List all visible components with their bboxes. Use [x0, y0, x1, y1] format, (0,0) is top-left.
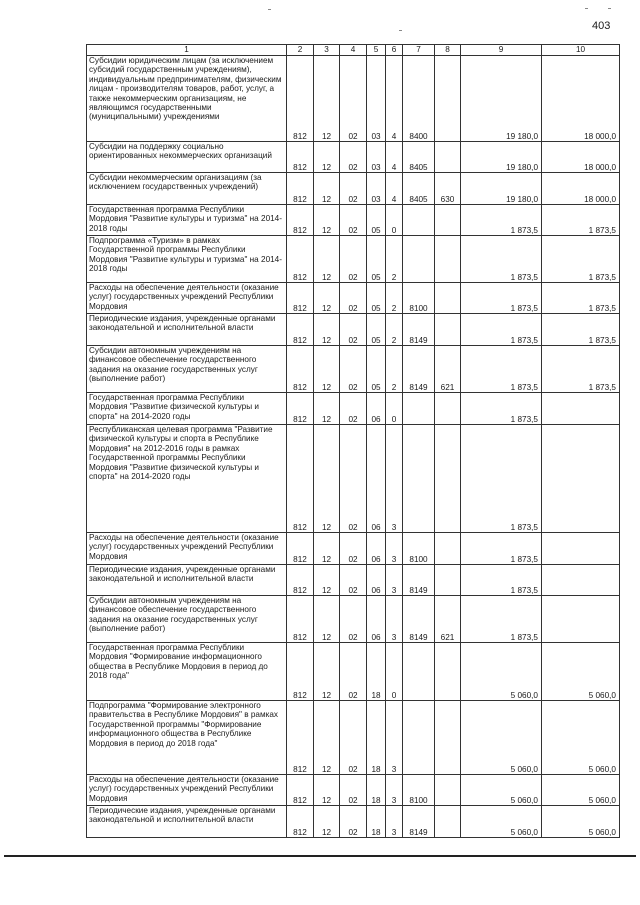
- row-amount-9: 1 873,5: [461, 205, 542, 236]
- row-code-6: 3: [386, 596, 403, 643]
- row-code-5: 06: [367, 596, 386, 643]
- row-code-8: 621: [435, 346, 461, 393]
- row-code-4: 02: [340, 393, 367, 425]
- row-amount-10: 1 873,5: [542, 314, 620, 346]
- row-code-6: 4: [386, 142, 403, 173]
- row-code-8: [435, 142, 461, 173]
- row-code-4: 02: [340, 596, 367, 643]
- row-code-6: 3: [386, 425, 403, 533]
- row-code-3: 12: [314, 314, 340, 346]
- table-row: [87, 533, 620, 565]
- row-code-6: 4: [386, 56, 403, 142]
- row-name: Расходы на обеспечение деятельности (оказание услуг) государственных учреждений Республики Мордовия: [87, 533, 287, 565]
- row-code-4: 02: [340, 425, 367, 533]
- row-code-4: 02: [340, 56, 367, 142]
- row-code-4: 02: [340, 173, 367, 205]
- row-code-8: [435, 56, 461, 142]
- row-code-8: [435, 806, 461, 838]
- row-code-4: 02: [340, 775, 367, 806]
- row-code-2: 812: [287, 775, 314, 806]
- row-name: Расходы на обеспечение деятельности (оказание услуг) государственных учреждений Республики Мордовия: [87, 283, 287, 314]
- table-row: [87, 425, 620, 533]
- scan-speck: [585, 8, 588, 9]
- row-code-3: 12: [314, 565, 340, 596]
- table-row: [87, 205, 620, 236]
- page-number: 403: [592, 20, 611, 32]
- row-code-3: 12: [314, 643, 340, 701]
- scan-speck: [268, 9, 271, 10]
- column-header: 3: [314, 45, 340, 56]
- row-amount-10: 18 000,0: [542, 56, 620, 142]
- row-code-3: 12: [314, 533, 340, 565]
- row-code-6: 2: [386, 283, 403, 314]
- row-code-8: [435, 236, 461, 283]
- row-code-7: 8405: [403, 173, 435, 205]
- row-code-2: 812: [287, 701, 314, 775]
- row-code-3: 12: [314, 173, 340, 205]
- row-code-8: [435, 775, 461, 806]
- row-amount-9: 19 180,0: [461, 142, 542, 173]
- row-amount-10: 5 060,0: [542, 806, 620, 838]
- table-row: [87, 565, 620, 596]
- row-amount-10: 1 873,5: [542, 283, 620, 314]
- row-amount-9: 5 060,0: [461, 806, 542, 838]
- row-code-8: [435, 425, 461, 533]
- row-code-3: 12: [314, 142, 340, 173]
- row-code-5: 05: [367, 205, 386, 236]
- row-code-2: 812: [287, 236, 314, 283]
- row-code-4: 02: [340, 314, 367, 346]
- row-amount-9: 1 873,5: [461, 393, 542, 425]
- row-amount-10: [542, 565, 620, 596]
- row-code-2: 812: [287, 283, 314, 314]
- row-code-4: 02: [340, 346, 367, 393]
- row-code-4: 02: [340, 283, 367, 314]
- row-code-6: 2: [386, 314, 403, 346]
- row-code-7: 8100: [403, 533, 435, 565]
- row-code-4: 02: [340, 533, 367, 565]
- row-code-3: 12: [314, 205, 340, 236]
- row-code-5: 03: [367, 142, 386, 173]
- row-code-7: 8405: [403, 142, 435, 173]
- table-row: [87, 775, 620, 806]
- row-name: Расходы на обеспечение деятельности (оказание услуг) государственных учреждений Республики Мордовия: [87, 775, 287, 806]
- row-code-4: 02: [340, 806, 367, 838]
- row-code-3: 12: [314, 775, 340, 806]
- row-code-5: 06: [367, 533, 386, 565]
- row-code-6: 3: [386, 775, 403, 806]
- table-row: [87, 701, 620, 775]
- row-code-2: 812: [287, 346, 314, 393]
- scan-speck: [399, 30, 402, 31]
- row-code-6: 2: [386, 236, 403, 283]
- scan-speck: [608, 8, 611, 9]
- column-header: 4: [340, 45, 367, 56]
- row-code-6: 3: [386, 806, 403, 838]
- row-name: Подпрограмма "Формирование электронного правительства в Республике Мордовия" в рамках Государственной программы "Формирование информационного общества в Республике Мордовия в период до 2018 года": [87, 701, 287, 775]
- row-name: Субсидии некоммерческим организациям (за исключением государственных учреждений): [87, 173, 287, 205]
- row-amount-9: 19 180,0: [461, 56, 542, 142]
- row-code-8: 630: [435, 173, 461, 205]
- row-code-2: 812: [287, 393, 314, 425]
- table-row: [87, 142, 620, 173]
- table-body: [87, 56, 620, 838]
- header-row: [87, 45, 620, 56]
- row-code-4: 02: [340, 643, 367, 701]
- row-name: Республиканская целевая программа "Развитие физической культуры и спорта в Республике Мордовия" на 2012-2016 годы в рамках Государственной программы Республики Мордовия "Развитие физической культуры и спорта" на 2014-2020 годы: [87, 425, 287, 533]
- row-code-2: 812: [287, 806, 314, 838]
- row-code-7: 8149: [403, 596, 435, 643]
- row-code-3: 12: [314, 236, 340, 283]
- row-code-5: 03: [367, 56, 386, 142]
- table-row: [87, 236, 620, 283]
- column-header: 2: [287, 45, 314, 56]
- table-row: [87, 173, 620, 205]
- row-code-3: 12: [314, 283, 340, 314]
- row-code-7: 8149: [403, 346, 435, 393]
- row-amount-10: [542, 533, 620, 565]
- row-code-7: 8149: [403, 806, 435, 838]
- row-amount-9: 5 060,0: [461, 643, 542, 701]
- table-row: [87, 596, 620, 643]
- bottom-rule: [4, 855, 636, 857]
- row-code-2: 812: [287, 173, 314, 205]
- row-code-6: 2: [386, 346, 403, 393]
- column-header: 8: [435, 45, 461, 56]
- row-amount-9: 5 060,0: [461, 701, 542, 775]
- row-amount-10: [542, 425, 620, 533]
- row-code-7: 8149: [403, 565, 435, 596]
- table-row: [87, 806, 620, 838]
- row-code-5: 18: [367, 701, 386, 775]
- row-amount-9: 1 873,5: [461, 425, 542, 533]
- table-row: [87, 56, 620, 142]
- row-code-6: 3: [386, 565, 403, 596]
- row-name: Государственная программа Республики Мордовия "Развитие физической культуры и спорта" на 2014-2020 годы: [87, 393, 287, 425]
- row-code-3: 12: [314, 346, 340, 393]
- row-code-3: 12: [314, 806, 340, 838]
- row-code-6: 0: [386, 393, 403, 425]
- row-code-7: [403, 393, 435, 425]
- budget-table: [86, 44, 620, 838]
- row-code-3: 12: [314, 56, 340, 142]
- row-name: Субсидии на поддержку социально ориентированных некоммерческих организаций: [87, 142, 287, 173]
- row-name: Периодические издания, учрежденные органами законодательной и исполнительной власти: [87, 314, 287, 346]
- row-code-3: 12: [314, 596, 340, 643]
- table-row: [87, 643, 620, 701]
- row-code-2: 812: [287, 205, 314, 236]
- column-header: 7: [403, 45, 435, 56]
- row-name: Государственная программа Республики Мордовия "Формирование информационного общества в Республике Мордовия в период до 2018 года": [87, 643, 287, 701]
- row-code-3: 12: [314, 393, 340, 425]
- row-amount-10: 18 000,0: [542, 142, 620, 173]
- row-amount-9: 1 873,5: [461, 236, 542, 283]
- row-code-7: [403, 643, 435, 701]
- row-code-8: [435, 533, 461, 565]
- row-amount-9: 1 873,5: [461, 346, 542, 393]
- table-row: [87, 346, 620, 393]
- row-amount-10: [542, 596, 620, 643]
- row-amount-10: 1 873,5: [542, 205, 620, 236]
- row-code-5: 18: [367, 775, 386, 806]
- row-code-5: 03: [367, 173, 386, 205]
- row-code-2: 812: [287, 56, 314, 142]
- row-code-5: 18: [367, 806, 386, 838]
- row-code-6: 0: [386, 205, 403, 236]
- row-code-2: 812: [287, 643, 314, 701]
- row-name: Периодические издания, учрежденные органами законодательной и исполнительной власти: [87, 806, 287, 838]
- row-amount-10: [542, 393, 620, 425]
- row-code-4: 02: [340, 701, 367, 775]
- row-name: Периодические издания, учрежденные органами законодательной и исполнительной власти: [87, 565, 287, 596]
- row-code-4: 02: [340, 236, 367, 283]
- column-header: 1: [87, 45, 287, 56]
- row-amount-9: 19 180,0: [461, 173, 542, 205]
- row-code-7: 8149: [403, 314, 435, 346]
- row-code-7: 8100: [403, 775, 435, 806]
- row-code-8: [435, 643, 461, 701]
- row-amount-10: 1 873,5: [542, 236, 620, 283]
- row-code-6: 4: [386, 173, 403, 205]
- row-code-3: 12: [314, 701, 340, 775]
- row-name: Субсидии юридическим лицам (за исключением субсидий государственным учреждениям), индивидуальным предпринимателям, физическим лицам - производителям товаров, работ, услуг, а также некоммерческим организациям, не являющимся государственными (муниципальными) учреждениями: [87, 56, 287, 142]
- row-code-5: 18: [367, 643, 386, 701]
- column-header: 6: [386, 45, 403, 56]
- row-code-4: 02: [340, 205, 367, 236]
- row-code-3: 12: [314, 425, 340, 533]
- row-name: Субсидии автономным учреждениям на финансовое обеспечение государственного задания на оказание государственных услуг (выполнение работ): [87, 596, 287, 643]
- row-amount-10: 5 060,0: [542, 775, 620, 806]
- row-code-8: [435, 701, 461, 775]
- row-name: Субсидии автономным учреждениям на финансовое обеспечение государственного задания на оказание государственных услуг (выполнение работ): [87, 346, 287, 393]
- row-code-5: 05: [367, 283, 386, 314]
- row-code-2: 812: [287, 596, 314, 643]
- budget-table-container: [86, 44, 619, 838]
- row-code-2: 812: [287, 425, 314, 533]
- row-code-8: [435, 393, 461, 425]
- row-code-5: 05: [367, 346, 386, 393]
- row-code-8: [435, 283, 461, 314]
- row-code-4: 02: [340, 142, 367, 173]
- row-code-8: [435, 205, 461, 236]
- row-amount-10: 18 000,0: [542, 173, 620, 205]
- row-amount-10: 1 873,5: [542, 346, 620, 393]
- table-row: [87, 283, 620, 314]
- row-code-2: 812: [287, 142, 314, 173]
- row-code-8: [435, 314, 461, 346]
- row-code-7: [403, 425, 435, 533]
- row-amount-9: 1 873,5: [461, 283, 542, 314]
- row-code-7: 8400: [403, 56, 435, 142]
- row-code-5: 05: [367, 314, 386, 346]
- row-code-5: 06: [367, 565, 386, 596]
- row-code-2: 812: [287, 565, 314, 596]
- row-code-2: 812: [287, 533, 314, 565]
- row-amount-9: 5 060,0: [461, 775, 542, 806]
- row-amount-9: 1 873,5: [461, 314, 542, 346]
- row-code-4: 02: [340, 565, 367, 596]
- column-header: 9: [461, 45, 542, 56]
- table-row: [87, 314, 620, 346]
- row-code-2: 812: [287, 314, 314, 346]
- row-code-6: 3: [386, 533, 403, 565]
- row-amount-9: 1 873,5: [461, 596, 542, 643]
- row-code-5: 06: [367, 425, 386, 533]
- row-amount-9: 1 873,5: [461, 533, 542, 565]
- row-code-6: 3: [386, 701, 403, 775]
- row-code-5: 05: [367, 236, 386, 283]
- column-header: 10: [542, 45, 620, 56]
- row-code-7: [403, 236, 435, 283]
- row-code-7: [403, 701, 435, 775]
- row-amount-9: 1 873,5: [461, 565, 542, 596]
- table-row: [87, 393, 620, 425]
- row-code-7: 8100: [403, 283, 435, 314]
- row-code-8: 621: [435, 596, 461, 643]
- row-amount-10: 5 060,0: [542, 643, 620, 701]
- row-code-6: 0: [386, 643, 403, 701]
- row-code-7: [403, 205, 435, 236]
- row-amount-10: 5 060,0: [542, 701, 620, 775]
- row-name: Подпрограмма «Туризм» в рамках Государственной программы Республики Мордовия "Развитие культуры и туризма" на 2014-2018 годы: [87, 236, 287, 283]
- column-header: 5: [367, 45, 386, 56]
- row-code-8: [435, 565, 461, 596]
- row-code-5: 06: [367, 393, 386, 425]
- row-name: Государственная программа Республики Мордовия "Развитие культуры и туризма" на 2014-2018 годы: [87, 205, 287, 236]
